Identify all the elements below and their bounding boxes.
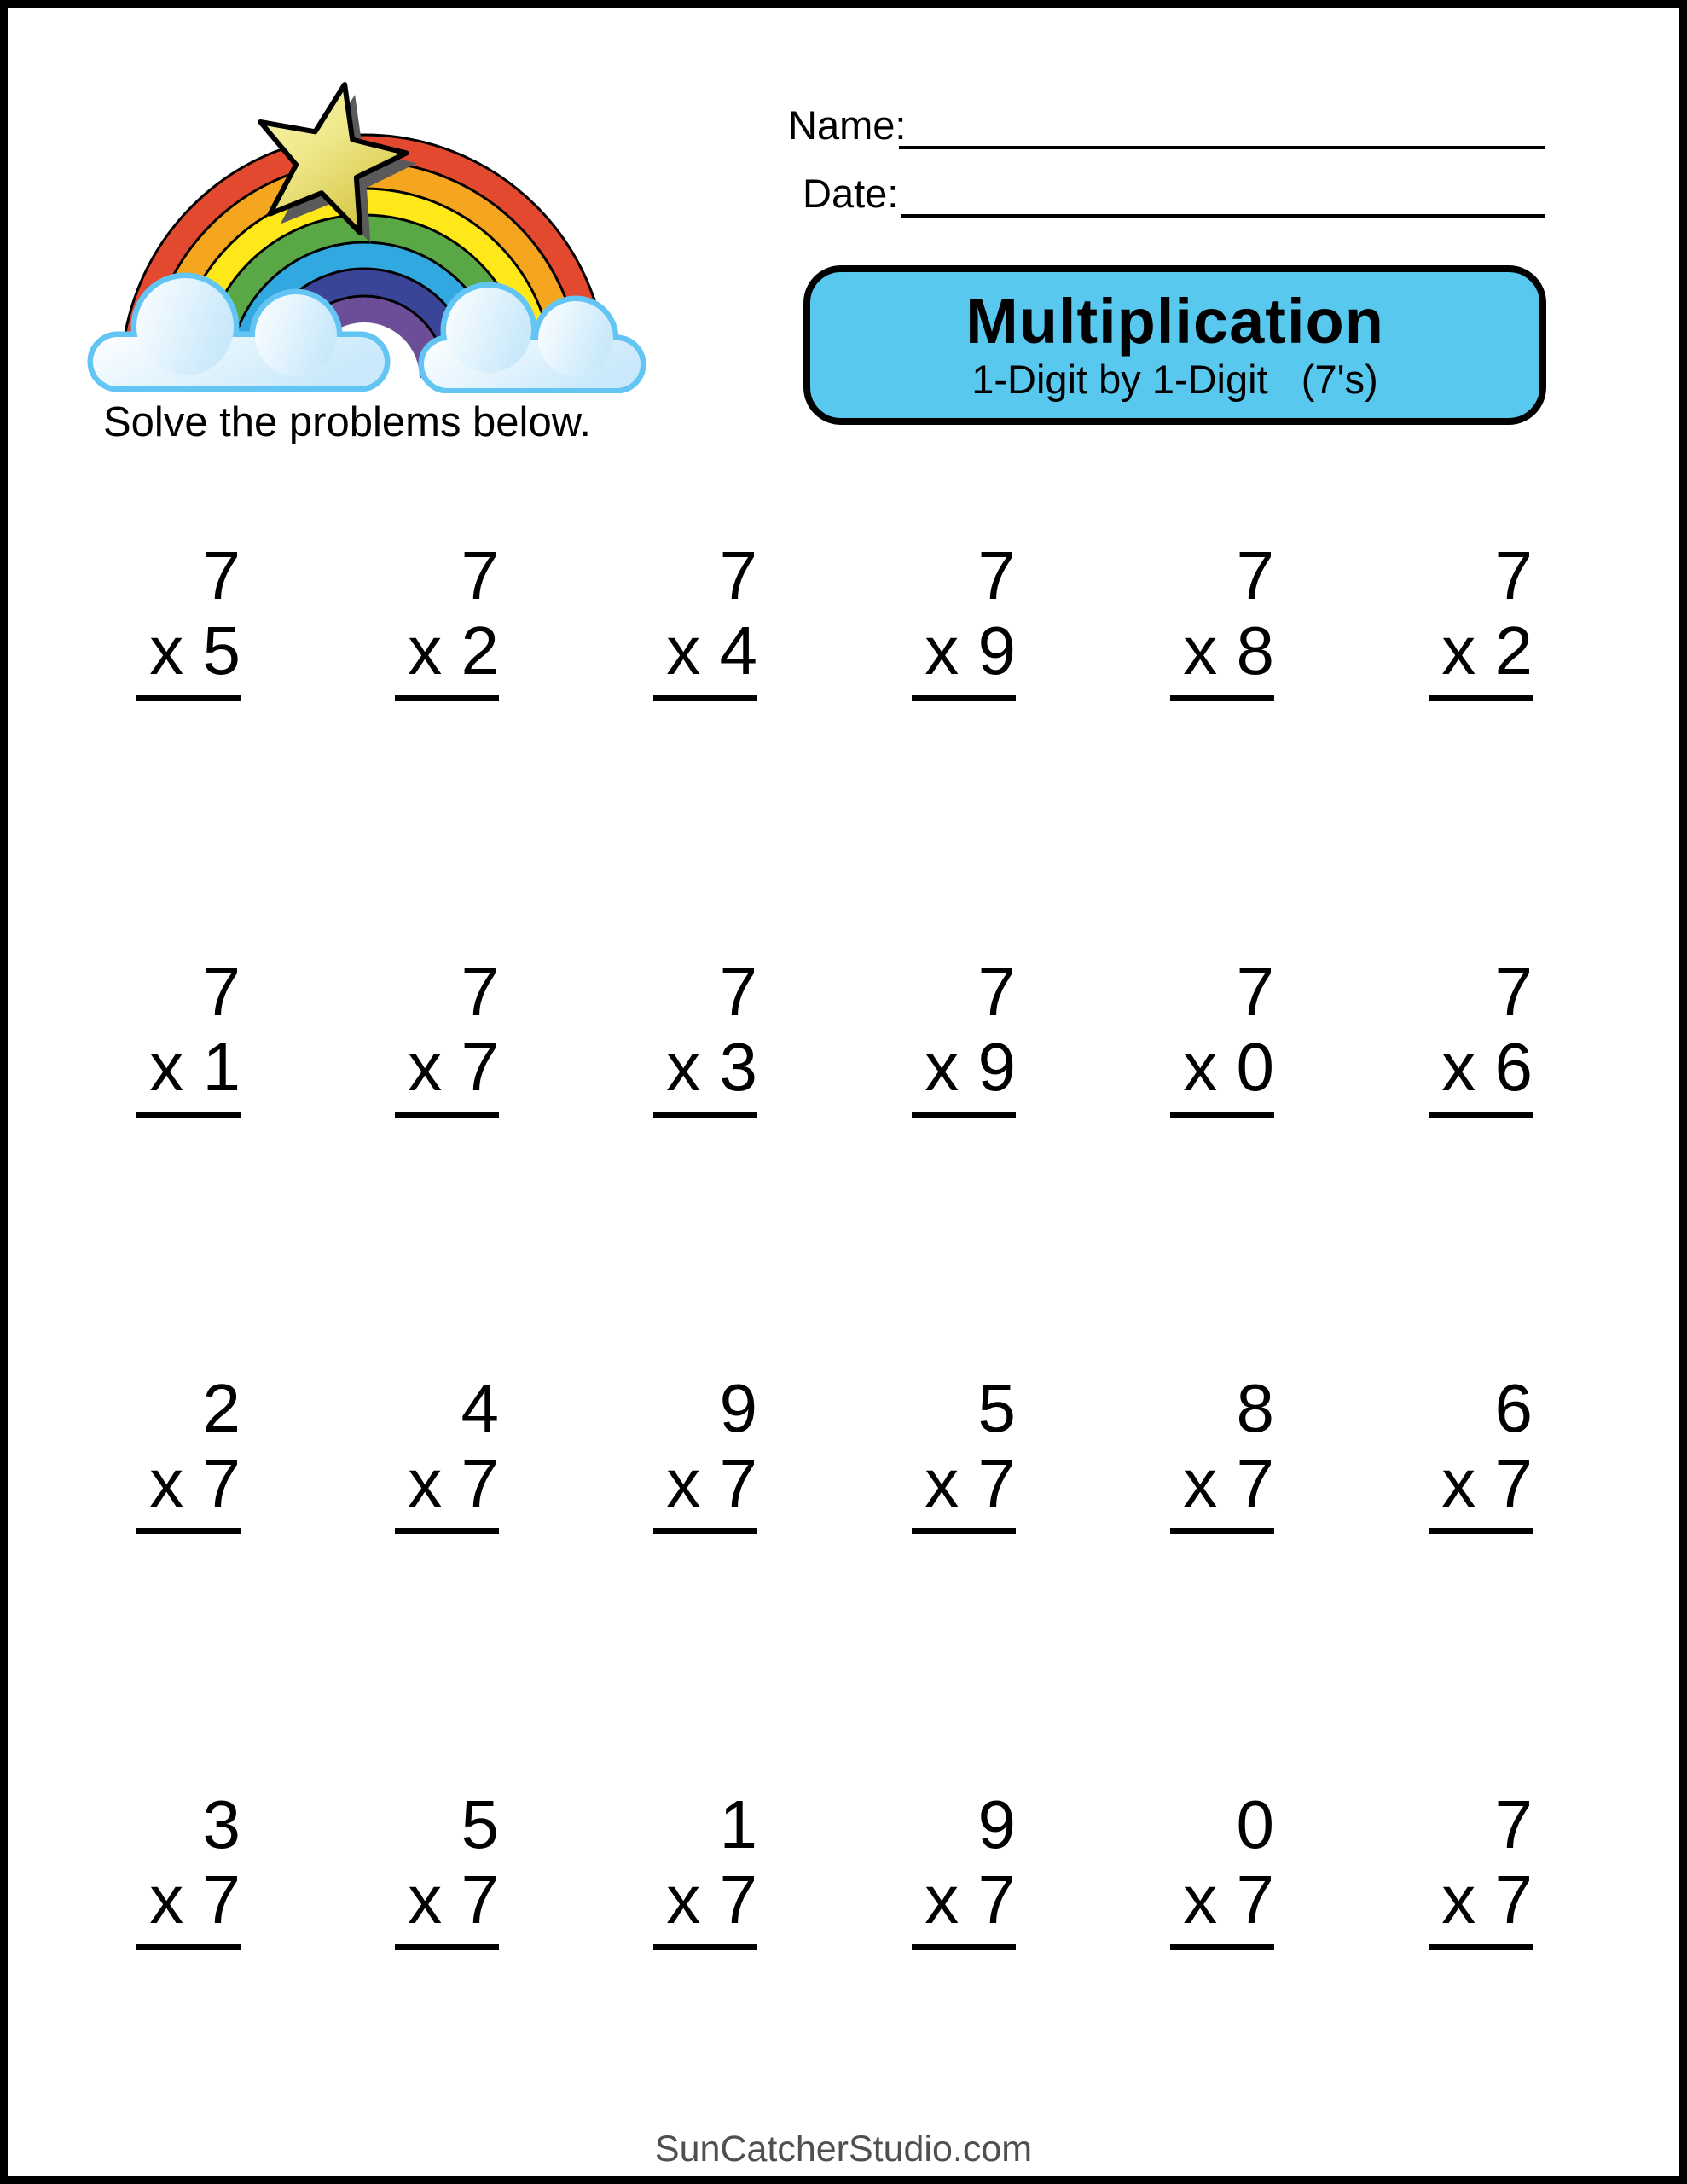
multiplicand: 4 [461,1370,499,1446]
multiplier-row: x 7 [925,1862,1016,1937]
problem-cell [587,538,757,701]
answer-line[interactable] [1170,1112,1274,1118]
multiplicand: 7 [202,537,241,613]
answer-line[interactable] [1429,1112,1533,1118]
problem-cell [587,1787,757,1950]
multiplicand: 7 [719,537,757,613]
multiplicand: 5 [461,1786,499,1862]
multiplicand: 3 [202,1786,241,1862]
answer-line[interactable] [912,695,1016,701]
answer-line[interactable] [1429,695,1533,701]
problem-cell [1104,538,1274,701]
multiplicand: 7 [1494,1786,1533,1862]
problem-cell [328,538,499,701]
problem-cell [845,955,1016,1118]
worksheet-title-box [803,265,1546,425]
multiplicand: 9 [977,1786,1016,1862]
instruction-text: Solve the problems below. [103,399,591,445]
answer-line[interactable] [136,695,241,701]
worksheet-title: Multiplication [965,285,1384,357]
multiplier-row: x 2 [1441,613,1533,688]
multiplicand: 7 [202,954,241,1030]
multiplier-row: x 7 [666,1445,757,1521]
multiplicand: 6 [1494,1370,1533,1446]
problem-cell [845,538,1016,701]
multiplicand: 7 [977,537,1016,613]
answer-line[interactable] [912,1528,1016,1534]
multiplicand: 7 [1236,954,1274,1030]
multiplicand: 9 [719,1370,757,1446]
multiplier-row: x 9 [925,613,1016,688]
answer-line[interactable] [1170,695,1274,701]
answer-line[interactable] [912,1944,1016,1950]
rainbow-clipart [81,59,646,393]
multiplier-row: x 7 [666,1862,757,1937]
multiplicand: 7 [1236,537,1274,613]
multiplicand: 2 [202,1370,241,1446]
answer-line[interactable] [1429,1944,1533,1950]
multiplier-row: x 5 [149,613,241,688]
problem-cell [70,955,241,1118]
answer-line[interactable] [653,695,757,701]
multiplier-row: x 1 [149,1029,241,1105]
answer-line[interactable] [653,1528,757,1534]
answer-line[interactable] [136,1528,241,1534]
multiplier-row: x 7 [1441,1862,1533,1937]
problem-cell [1104,1371,1274,1534]
multiplicand: 5 [977,1370,1016,1446]
worksheet-subtitle: 1-Digit by 1-Digit (7's) [971,356,1378,402]
answer-line[interactable] [136,1112,241,1118]
multiplier-row: x 7 [149,1862,241,1937]
multiplicand: 0 [1236,1786,1274,1862]
multiplicand: 1 [719,1786,757,1862]
name-write-line[interactable] [899,112,1545,149]
multiplier-row: x 7 [1183,1862,1274,1937]
multiplier-row: x 9 [925,1029,1016,1105]
credit-text: SunCatcherStudio.com [654,2129,1033,2169]
answer-line[interactable] [1170,1528,1274,1534]
date-label: Date: [803,171,899,216]
multiplicand: 7 [1494,954,1533,1030]
answer-line[interactable] [395,695,499,701]
multiplicand: 7 [1494,537,1533,613]
problem-cell [845,1787,1016,1950]
multiplier-row: x 0 [1183,1029,1274,1105]
problem-cell [1104,955,1274,1118]
problem-cell [328,1787,499,1950]
multiplier-row: x 7 [925,1445,1016,1521]
date-write-line[interactable] [901,180,1545,218]
problem-cell [1104,1787,1274,1950]
rainbow-star-clouds-icon [81,59,646,393]
problem-cell [587,955,757,1118]
multiplier-row: x 7 [408,1445,499,1521]
multiplier-row: x 7 [149,1445,241,1521]
problem-cell [328,1371,499,1534]
multiplier-row: x 7 [408,1029,499,1105]
multiplicand: 7 [461,954,499,1030]
problem-cell [845,1371,1016,1534]
multiplier-row: x 8 [1183,613,1274,688]
problem-cell [1362,1371,1533,1534]
problem-cell [328,955,499,1118]
answer-line[interactable] [395,1112,499,1118]
answer-line[interactable] [395,1528,499,1534]
answer-line[interactable] [1170,1944,1274,1950]
multiplicand: 7 [719,954,757,1030]
problem-cell [1362,955,1533,1118]
problem-cell [70,1787,241,1950]
multiplicand: 7 [977,954,1016,1030]
multiplier-row: x 7 [1183,1445,1274,1521]
answer-line[interactable] [912,1112,1016,1118]
problem-cell [1362,1787,1533,1950]
answer-line[interactable] [136,1944,241,1950]
multiplier-row: x 6 [1441,1029,1533,1105]
problem-cell [70,538,241,701]
multiplier-row: x 3 [666,1029,757,1105]
problem-cell [1362,538,1533,701]
answer-line[interactable] [653,1112,757,1118]
multiplicand: 7 [461,537,499,613]
multiplicand: 8 [1236,1370,1274,1446]
multiplier-row: x 4 [666,613,757,688]
answer-line[interactable] [653,1944,757,1950]
multiplier-row: x 7 [1441,1445,1533,1521]
answer-line[interactable] [395,1944,499,1950]
answer-line[interactable] [1429,1528,1533,1534]
name-label: Name: [788,102,907,148]
multiplier-row: x 2 [408,613,499,688]
multiplier-row: x 7 [408,1862,499,1937]
problem-cell [587,1371,757,1534]
problem-cell [70,1371,241,1534]
